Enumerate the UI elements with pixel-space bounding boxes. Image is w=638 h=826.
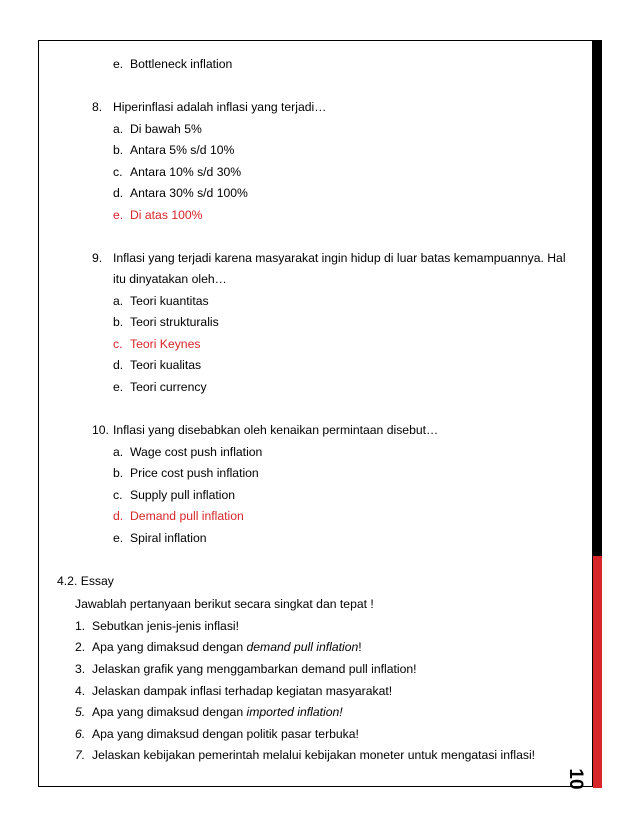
question-number: 8. bbox=[92, 100, 103, 114]
option-letter: b. bbox=[113, 466, 124, 480]
question-text: Inflasi yang disebabkan oleh kenaikan permintaan disebut… bbox=[113, 423, 439, 437]
q8-option-b bbox=[113, 143, 234, 158]
question-8 bbox=[92, 100, 326, 115]
option-letter: a. bbox=[113, 122, 124, 136]
option-text: Di bawah 5% bbox=[130, 122, 202, 136]
side-bar-red bbox=[593, 556, 602, 788]
q10-option-c bbox=[113, 488, 235, 503]
question-9 bbox=[92, 251, 566, 266]
option-letter: e. bbox=[113, 531, 124, 545]
q10-option-e bbox=[113, 531, 207, 546]
q9-option-e bbox=[113, 380, 207, 395]
option-letter: b. bbox=[113, 315, 124, 329]
q9-option-c-answer bbox=[113, 337, 200, 352]
question-9-continued bbox=[113, 272, 227, 287]
essay-item-3 bbox=[75, 662, 417, 677]
option-letter: e. bbox=[113, 208, 124, 222]
option-letter: d. bbox=[113, 509, 124, 523]
option-text: Supply pull inflation bbox=[130, 488, 236, 502]
essay-text: Sebutkan jenis-jenis inflasi! bbox=[92, 619, 240, 633]
option-text: Di atas 100% bbox=[130, 208, 203, 222]
option-text: Teori Keynes bbox=[130, 337, 201, 351]
q8-option-a bbox=[113, 122, 202, 137]
question-number: 9. bbox=[92, 251, 103, 265]
option-letter: a. bbox=[113, 294, 124, 308]
essay-item-2 bbox=[75, 640, 362, 655]
essay-text: Jelaskan dampak inflasi terhadap kegiatan masyarakat! bbox=[92, 684, 393, 698]
essay-text: Apa yang dimaksud dengan bbox=[92, 705, 247, 719]
essay-italic-term: imported inflation! bbox=[246, 705, 343, 719]
option-letter: c. bbox=[113, 337, 123, 351]
q7-option-e bbox=[113, 57, 232, 72]
question-text-line1: Inflasi yang terjadi karena masyarakat ingin hidup di luar batas kemampuannya. Hal bbox=[113, 251, 566, 265]
essay-number: 1. bbox=[75, 619, 86, 633]
option-letter: b. bbox=[113, 143, 124, 157]
option-letter: d. bbox=[113, 186, 124, 200]
option-text: Teori kualitas bbox=[130, 358, 202, 372]
option-letter: d. bbox=[113, 358, 124, 372]
option-text: Price cost push inflation bbox=[130, 466, 259, 480]
option-text: Antara 30% s/d 100% bbox=[130, 186, 248, 200]
question-number: 10. bbox=[92, 423, 109, 437]
essay-item-5 bbox=[75, 705, 343, 720]
option-letter: c. bbox=[113, 165, 123, 179]
option-letter: e. bbox=[113, 380, 124, 394]
option-text: Bottleneck inflation bbox=[130, 57, 233, 71]
essay-number: 4. bbox=[75, 684, 86, 698]
essay-number: 7. bbox=[75, 748, 86, 762]
essay-item-6 bbox=[75, 727, 359, 742]
essay-item-1 bbox=[75, 619, 239, 634]
option-text: Teori strukturalis bbox=[130, 315, 219, 329]
q10-option-d-answer bbox=[113, 509, 244, 524]
q9-option-a bbox=[113, 294, 209, 309]
option-letter: e. bbox=[113, 57, 124, 71]
q8-option-c bbox=[113, 165, 241, 180]
essay-text-after: ! bbox=[358, 640, 362, 654]
q10-option-b bbox=[113, 466, 259, 481]
essay-heading: 4.2. Essay bbox=[57, 574, 114, 588]
essay-text: Apa yang dimaksud dengan politik pasar terbuka! bbox=[92, 727, 359, 741]
essay-text: Jelaskan grafik yang menggambarkan demand pull inflation! bbox=[92, 662, 417, 676]
essay-text: Apa yang dimaksud dengan bbox=[92, 640, 247, 654]
option-text: Spiral inflation bbox=[130, 531, 207, 545]
essay-item-7 bbox=[75, 748, 535, 763]
essay-number: 3. bbox=[75, 662, 86, 676]
q9-option-d bbox=[113, 358, 201, 373]
option-text: Antara 5% s/d 10% bbox=[130, 143, 235, 157]
option-letter: a. bbox=[113, 445, 124, 459]
essay-text: Jelaskan kebijakan pemerintah melalui kebijakan moneter untuk mengatasi inflasi! bbox=[92, 748, 536, 762]
q8-option-e-answer bbox=[113, 208, 203, 223]
side-bar-black bbox=[593, 40, 602, 556]
essay-instruction: Jawablah pertanyaan berikut secara singkat dan tepat ! bbox=[75, 597, 374, 611]
option-text: Teori currency bbox=[130, 380, 207, 394]
essay-number: 6. bbox=[75, 727, 86, 741]
q8-option-d bbox=[113, 186, 248, 201]
option-text: Antara 10% s/d 30% bbox=[130, 165, 242, 179]
question-10 bbox=[92, 423, 438, 438]
q10-option-a bbox=[113, 445, 262, 460]
question-text-line2: itu dinyatakan oleh… bbox=[113, 272, 227, 286]
option-text: Demand pull inflation bbox=[130, 509, 244, 523]
question-text: Hiperinflasi adalah inflasi yang terjadi… bbox=[113, 100, 327, 114]
essay-number: 5. bbox=[75, 705, 86, 719]
option-text: Wage cost push inflation bbox=[130, 445, 263, 459]
option-letter: c. bbox=[113, 488, 123, 502]
page-number: 10 bbox=[565, 768, 586, 790]
essay-italic-term: demand pull inflation bbox=[246, 640, 359, 654]
essay-item-4 bbox=[75, 684, 392, 699]
essay-number: 2. bbox=[75, 640, 86, 654]
q9-option-b bbox=[113, 315, 219, 330]
option-text: Teori kuantitas bbox=[130, 294, 209, 308]
